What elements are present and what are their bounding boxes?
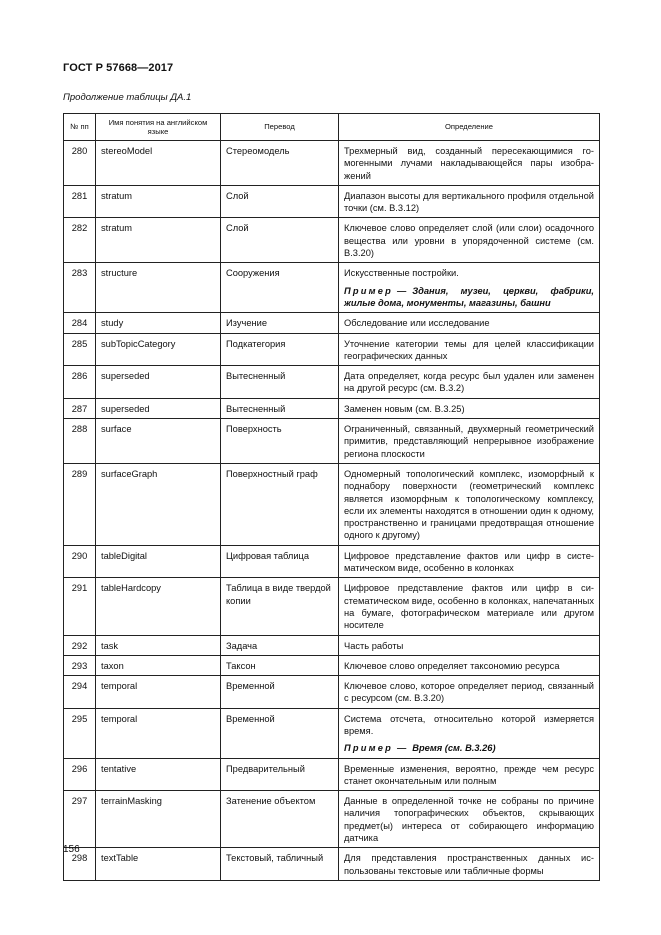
row-term: task: [101, 640, 119, 651]
row-translation-cell: [221, 419, 339, 464]
row-number-cell: [64, 185, 96, 218]
row-definition-cell: [339, 313, 600, 333]
table-row: [64, 635, 600, 655]
table-row: [64, 708, 600, 758]
row-number-cell: [64, 263, 96, 313]
row-term-cell: [96, 419, 221, 464]
row-translation-cell: [221, 366, 339, 399]
row-translation-cell: [221, 848, 339, 881]
row-translation: Вытесненный: [226, 371, 286, 382]
row-number: 284: [71, 318, 88, 329]
table-row: [64, 398, 600, 418]
row-translation: Поверхностный граф: [226, 468, 318, 479]
row-definition: Для представления пространственных данных использованы текстовые или табличные формы: [344, 853, 594, 876]
row-definition: Ограниченный, связанный, двухмерный геометрический примитив, представляющий непрерывное изображение региона плоскости: [344, 424, 594, 459]
row-term: taxon: [101, 660, 124, 671]
row-number-cell: [64, 366, 96, 399]
page-number: 156: [63, 844, 80, 855]
table-row: [64, 141, 600, 186]
row-translation-cell: [221, 655, 339, 675]
example-text: Время (см. В.3.26): [412, 743, 496, 754]
row-term: superseded: [101, 403, 150, 414]
row-number: 286: [71, 371, 88, 382]
row-definition-cell: [339, 791, 600, 848]
row-term-cell: [96, 655, 221, 675]
row-number-cell: [64, 333, 96, 366]
row-term-cell: [96, 263, 221, 313]
row-definition: Диапазон высоты для вертикального профиля отдельной точки (см. В.3.12): [344, 190, 594, 214]
row-definition: Данные в определенной точке не собраны по причине наличия топографических объектов, скрывающих предмет(ы) интереса от собирающего информацию датчика: [344, 796, 594, 844]
row-number-cell: [64, 313, 96, 333]
table-row: [64, 758, 600, 791]
row-translation: Слой: [226, 223, 249, 234]
row-number: 287: [71, 403, 88, 414]
example-label: Пример: [344, 743, 393, 754]
row-translation: Поверхность: [226, 424, 282, 435]
row-translation: Цифровая таблица: [226, 550, 310, 561]
column-header-definition: Определение: [339, 114, 600, 141]
row-translation: Задача: [226, 640, 258, 651]
row-translation: Подкатегория: [226, 338, 286, 349]
row-definition-cell: [339, 185, 600, 218]
row-number-cell: [64, 791, 96, 848]
row-translation-cell: [221, 463, 339, 545]
example-note: [344, 285, 594, 310]
row-term: stratum: [101, 223, 132, 234]
row-definition: Дата определяет, когда ресурс был удален или заменен на другой ресурс (см. В.3.2): [344, 371, 594, 394]
row-number-cell: [64, 545, 96, 578]
row-number-cell: [64, 141, 96, 186]
row-translation: Временной: [226, 681, 275, 692]
table-row: [64, 366, 600, 399]
row-number-cell: [64, 758, 96, 791]
row-translation-cell: [221, 676, 339, 709]
table-row: [64, 313, 600, 333]
row-number: 298: [71, 853, 88, 864]
row-definition-cell: [339, 578, 600, 635]
table-row: [64, 676, 600, 709]
row-definition-cell: [339, 366, 600, 399]
table-body: [64, 141, 600, 881]
row-definition: Система отсчета, относительно которой измеряется время.: [344, 713, 594, 736]
row-definition-cell: [339, 141, 600, 186]
row-term-cell: [96, 313, 221, 333]
row-definition-cell: [339, 635, 600, 655]
row-translation-cell: [221, 708, 339, 758]
row-term-cell: [96, 185, 221, 218]
row-definition-cell: [339, 655, 600, 675]
row-definition: Временные изменения, вероятно, прежде чем ресурс станет окончательным или полным: [344, 763, 594, 786]
row-term: temporal: [101, 713, 138, 724]
row-definition-cell: [339, 263, 600, 313]
row-term: tableHardcopy: [101, 583, 161, 594]
row-definition-cell: [339, 545, 600, 578]
row-number-cell: [64, 635, 96, 655]
row-term: terrainMasking: [101, 796, 162, 807]
row-definition: Ключевое слово определяет таксономию ресурса: [344, 660, 560, 671]
row-number: 283: [71, 268, 88, 279]
row-term-cell: [96, 635, 221, 655]
row-term-cell: [96, 758, 221, 791]
example-note: [344, 742, 594, 754]
row-translation: Предварительный: [226, 763, 305, 774]
row-number: 282: [71, 223, 88, 234]
column-header-num: № пп: [64, 114, 96, 141]
example-dash: —: [396, 743, 407, 754]
example-text: Здания, музеи, церкви, фабрики, жилые дома, монументы, магазины, башни: [344, 285, 594, 308]
row-translation: Вытесненный: [226, 403, 286, 414]
row-number-cell: [64, 676, 96, 709]
row-definition: Ключевое слово, которое определяет период, связанный с ресурсом (см. В.3.20): [344, 681, 594, 704]
row-term: subTopicCategory: [101, 338, 176, 349]
row-term-cell: [96, 545, 221, 578]
row-number: 288: [71, 424, 88, 435]
table-row: [64, 185, 600, 218]
table-caption: Продолжение таблицы ДА.1: [63, 92, 192, 103]
row-number: 293: [71, 660, 88, 671]
row-definition-cell: [339, 848, 600, 881]
row-term: textTable: [101, 853, 139, 864]
row-term: tentative: [101, 763, 137, 774]
row-definition-cell: [339, 758, 600, 791]
row-number: 296: [71, 763, 88, 774]
row-term-cell: [96, 676, 221, 709]
row-term: structure: [101, 268, 138, 279]
row-term-cell: [96, 141, 221, 186]
row-definition: Искусственные постройки.: [344, 268, 459, 279]
row-definition: Цифровое представление фактов или цифр в систематическом виде, особенно в колонках: [344, 550, 594, 574]
table-row: [64, 218, 600, 263]
row-number: 281: [71, 190, 88, 201]
row-definition: Ключевое слово определяет слой (или слои) осадочного вещества или уровни в упорядоченной системе (см. В.3.20): [344, 223, 594, 259]
row-term-cell: [96, 463, 221, 545]
row-term: study: [101, 318, 124, 329]
row-translation-cell: [221, 545, 339, 578]
row-translation-cell: [221, 398, 339, 418]
table-row: [64, 848, 600, 881]
row-number: 297: [71, 796, 88, 807]
row-number-cell: [64, 578, 96, 635]
row-term: surface: [101, 424, 132, 435]
row-translation: Таблица в виде твердой копии: [226, 583, 331, 606]
row-term-cell: [96, 578, 221, 635]
row-number-cell: [64, 419, 96, 464]
row-translation-cell: [221, 218, 339, 263]
row-translation: Изучение: [226, 318, 268, 329]
row-number: 291: [71, 583, 88, 594]
row-translation-cell: [221, 758, 339, 791]
table-row: [64, 263, 600, 313]
row-term-cell: [96, 333, 221, 366]
row-term: superseded: [101, 371, 150, 382]
row-translation-cell: [221, 185, 339, 218]
column-header-translation: Перевод: [221, 114, 339, 141]
row-term: tableDigital: [101, 550, 147, 561]
row-term-cell: [96, 218, 221, 263]
row-translation: Временной: [226, 713, 275, 724]
example-dash: —: [396, 285, 407, 296]
row-definition-cell: [339, 218, 600, 263]
row-translation: Таксон: [226, 660, 256, 671]
row-translation: Сооружения: [226, 268, 280, 279]
terms-table: [63, 113, 600, 881]
row-term: stereoModel: [101, 146, 153, 156]
table-row: [64, 333, 600, 366]
row-definition: Заменен новым (см. В.3.25): [344, 403, 465, 414]
row-definition: Уточнение категории темы для целей классификации географических данных: [344, 338, 594, 361]
row-translation-cell: [221, 313, 339, 333]
row-translation-cell: [221, 791, 339, 848]
table-header-row: [64, 114, 600, 141]
row-number-cell: [64, 218, 96, 263]
table-row: [64, 463, 600, 545]
row-term-cell: [96, 398, 221, 418]
example-label: Пример: [344, 285, 393, 296]
row-translation: Слой: [226, 190, 249, 201]
table-row: [64, 655, 600, 675]
table-row: [64, 791, 600, 848]
row-definition: Обследование или исследование: [344, 318, 490, 329]
table-row: [64, 545, 600, 578]
table-row: [64, 419, 600, 464]
row-term-cell: [96, 366, 221, 399]
row-number: 290: [71, 550, 88, 561]
row-translation-cell: [221, 141, 339, 186]
column-header-term: Имя понятия на английском языке: [96, 114, 221, 141]
row-translation: Затенение объектом: [226, 796, 316, 807]
row-term-cell: [96, 848, 221, 881]
row-number-cell: [64, 398, 96, 418]
row-number-cell: [64, 708, 96, 758]
row-number-cell: [64, 655, 96, 675]
row-number: 289: [71, 468, 88, 479]
row-definition-cell: [339, 419, 600, 464]
row-term: temporal: [101, 681, 138, 692]
row-term: surfaceGraph: [101, 468, 158, 479]
row-number: 280: [71, 146, 88, 156]
row-definition-cell: [339, 463, 600, 545]
row-definition: Трехмерный вид, созданный пересекающимися гомогенными лучами накладывающейся пары изображений: [344, 146, 594, 181]
row-number: 295: [71, 713, 88, 724]
row-definition-cell: [339, 398, 600, 418]
row-number: 285: [71, 338, 88, 349]
row-translation-cell: [221, 635, 339, 655]
row-term: stratum: [101, 190, 132, 201]
row-number-cell: [64, 463, 96, 545]
row-definition: Часть работы: [344, 640, 404, 651]
row-term-cell: [96, 708, 221, 758]
row-translation-cell: [221, 263, 339, 313]
row-translation: Стереомодель: [226, 146, 290, 156]
row-definition: Одномерный топологический комплекс, изоморфный к поднабору поверхности (геометрический комплекс является изоморфным к топологическому комплексу, если их элементы находятся в отношении один к одному, пространственно и границами предотвращая отношение одного к другому): [344, 468, 594, 541]
row-translation-cell: [221, 333, 339, 366]
row-definition-cell: [339, 333, 600, 366]
row-translation-cell: [221, 578, 339, 635]
row-number: 294: [71, 681, 88, 692]
row-definition: Цифровое представление фактов или цифр в систематическом виде, особенно в колонках, напечатанных на бумаге, фотографическом материале или другом носителе: [344, 583, 594, 631]
row-term-cell: [96, 791, 221, 848]
document-header: ГОСТ Р 57668—2017: [63, 62, 174, 74]
row-translation: Текстовый, табличный: [226, 853, 324, 864]
row-definition-cell: [339, 676, 600, 709]
row-number: 292: [71, 640, 88, 651]
row-definition-cell: [339, 708, 600, 758]
table-row: [64, 578, 600, 635]
